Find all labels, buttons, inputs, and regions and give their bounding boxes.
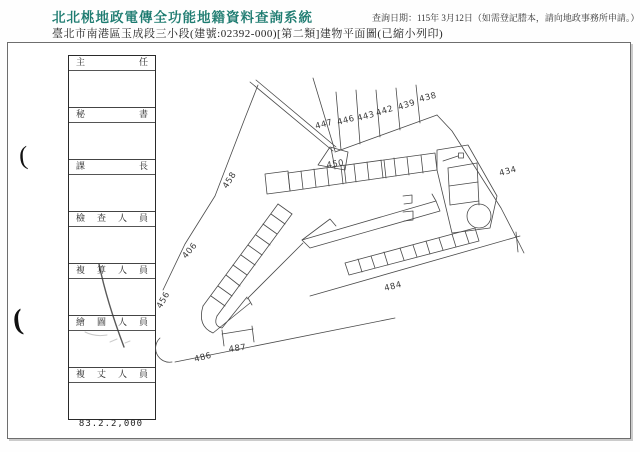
parcel-label: 447 [314, 117, 334, 132]
parcel-label: 434 [498, 164, 518, 179]
lot-boundary-wedge [250, 80, 336, 151]
signature-row-label: 課長 [69, 160, 155, 175]
parcel-label: 458 [221, 170, 239, 191]
building-top-band [265, 147, 437, 194]
parcel-labels [155, 91, 518, 365]
handwritten-stroke [55, 250, 165, 370]
handwritten-paren-mark: ( [17, 140, 29, 171]
parcel-label: 446 [336, 113, 356, 128]
signature-row-label: 主任 [69, 56, 155, 71]
building-middle-arm [302, 194, 440, 248]
signature-row-label: 複算人員 [69, 264, 155, 279]
parcel-label: 486 [193, 350, 213, 365]
signature-row [69, 56, 155, 107]
building-floor-plan [155, 55, 630, 387]
query-date-note: 查詢日期：115年 3月12日（如需登記謄本，請向地政事務所申請。） [372, 13, 640, 23]
parcel-label: 439 [396, 97, 417, 113]
document-title: 臺北市南港區玉成段三小段(建號:02392-000)[第二類]建物平面圖(已縮小列印) [52, 28, 444, 40]
signature-row-label: 複丈人員 [69, 368, 155, 383]
signature-row [69, 367, 155, 419]
parcel-label: 406 [180, 240, 200, 261]
signature-row-label: 秘書 [69, 108, 155, 123]
parcel-label: 484 [383, 279, 403, 294]
signature-row-label: 繪圖人員 [69, 316, 155, 331]
parcel-label: 456 [155, 290, 173, 311]
lot-boundary-right [437, 115, 524, 253]
scale-note: 83.2.2,000 [78, 419, 144, 429]
parcel-label: 450 [325, 158, 345, 171]
signature-row [69, 107, 155, 159]
signature-row [69, 159, 155, 211]
building-right-complex [437, 145, 497, 233]
parcel-label: 443 [356, 109, 376, 124]
parcel-label: 487 [228, 342, 247, 355]
parcel-label: 438 [418, 90, 438, 105]
system-title: 北北桃地政電傳全功能地籍資料查詢系統 [52, 10, 313, 25]
parcel-label: 442 [374, 103, 395, 119]
handwritten-paren-mark: ( [11, 303, 25, 337]
signature-row-label: 檢查人員 [69, 212, 155, 227]
building-left-wing [201, 204, 303, 333]
building-lower-band [345, 228, 479, 275]
parcel-fan-lines [313, 78, 437, 152]
